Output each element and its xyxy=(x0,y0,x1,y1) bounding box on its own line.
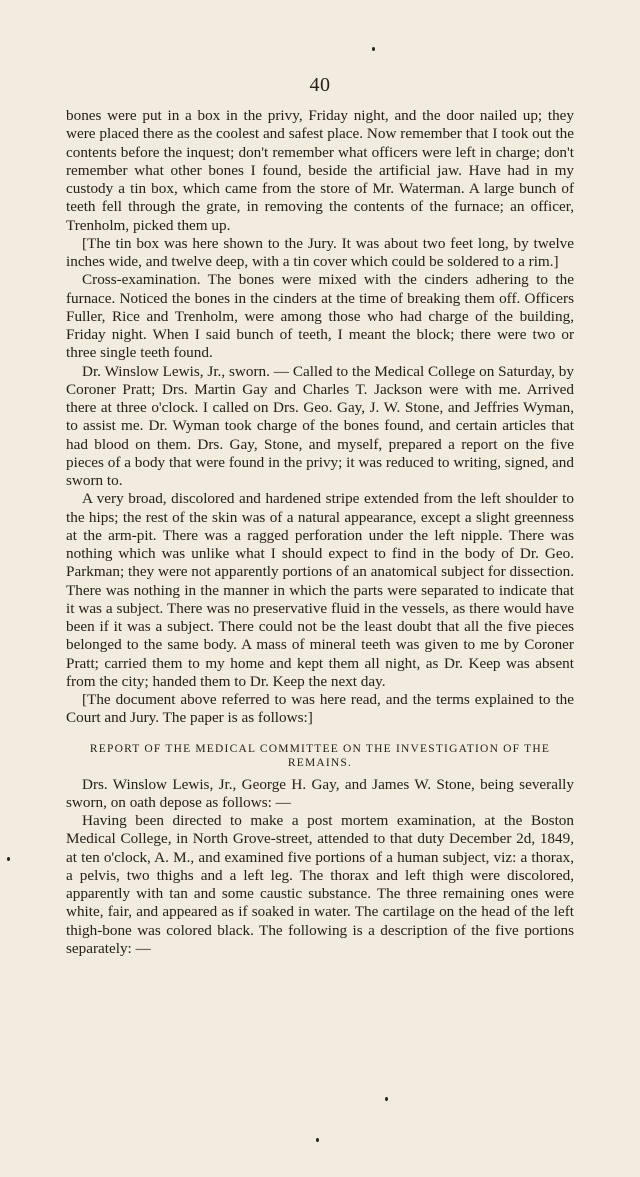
paragraph: [The document above referred to was here read, and the terms explained to the Court and Jury. The paper is as follows:] xyxy=(66,691,574,727)
paragraph: Cross-examination. The bones were mixed with the cinders adhering to the furnace. Noticed the bones in the cinders at the time of breaking them off. Officers Fuller, Rice and Trenholm, were among those who had charge of the building, Friday night. When I said bunch of teeth, I meant the block; there were two or three single teeth found. xyxy=(66,271,574,362)
page-number: 40 xyxy=(309,74,331,96)
ink-speck xyxy=(7,857,10,861)
section-heading: REPORT OF THE MEDICAL COMMITTEE ON THE INVESTIGATION OF THE REMAINS. xyxy=(89,742,551,769)
paragraph: bones were put in a box in the privy, Friday night, and the door nailed up; they were placed there as the coolest and safest place. Now remember that I took out the contents before the inquest; don't remember what officers were left in charge; don't remember what other bones I found, beside the artificial jaw. Have had in my custody a tin box, which came from the store of Mr. Waterman. A large bunch of teeth fell through the grate, in removing the contents of the furnace; an officer, Trenholm, picked them up. xyxy=(66,107,574,234)
ink-speck xyxy=(385,1097,388,1101)
paragraph: [The tin box was here shown to the Jury. It was about two feet long, by twelve inches wide, and twelve deep, with a tin cover which could be soldered to a rim.] xyxy=(66,234,574,270)
paragraph: A very broad, discolored and hardened stripe extended from the left shoulder to the hips; the rest of the skin was of a natural appearance, except a slight greenness at the arm-pit. There was a ragged perforation under the left nipple. There was nothing which was unlike what I should expect to find in the body of Dr. Geo. Parkman; they were not apparently portions of an anatomical subject for dissection. There was nothing in the manner in which the parts were separated to indicate that it was a subject. There was no preservative fluid in the vessels, as there would have been if it was a subject. There could not be the least doubt that all the five pieces belonged to the same body. A mass of mineral teeth was given to me by Coroner Pratt; carried them to my home and kept them all night, as Dr. Keep was absent from the city; handed them to Dr. Keep the next day. xyxy=(66,490,574,690)
paragraph: Dr. Winslow Lewis, Jr., sworn. — Called to the Medical College on Saturday, by Coroner Pratt; Drs. Martin Gay and Charles T. Jackson were with me. Arrived there at three o'clock. I called on Drs. Geo. Gay, J. W. Stone, and Jeffries Wyman, to assist me. Dr. Wyman took charge of the bones found, and certain articles that had blood on them. Drs. Gay, Stone, and myself, prepared a report on the five pieces of a body that were found in the privy; it was reduced to writing, signed, and sworn to. xyxy=(66,362,574,489)
paragraph: Having been directed to make a post mortem examination, at the Boston Medical College, in North Grove-street, attended to that duty December 2d, 1849, at ten o'clock, A. M., and examined five portions of a human subject, viz: a thorax, a pelvis, two thighs and a left leg. The thorax and left thigh were discolored, apparently with tan and some caustic substance. The three remaining ones were white, fair, and appeared as if soaked in water. The cartilage on the head of the left thigh-bone was colored black. The following is a description of the five portions separately: — xyxy=(66,812,574,957)
ink-speck xyxy=(372,47,375,51)
paragraph: Drs. Winslow Lewis, Jr., George H. Gay, and James W. Stone, being severally sworn, on oath depose as follows: — xyxy=(66,775,574,811)
page-body xyxy=(66,107,574,958)
ink-speck xyxy=(316,1138,319,1142)
